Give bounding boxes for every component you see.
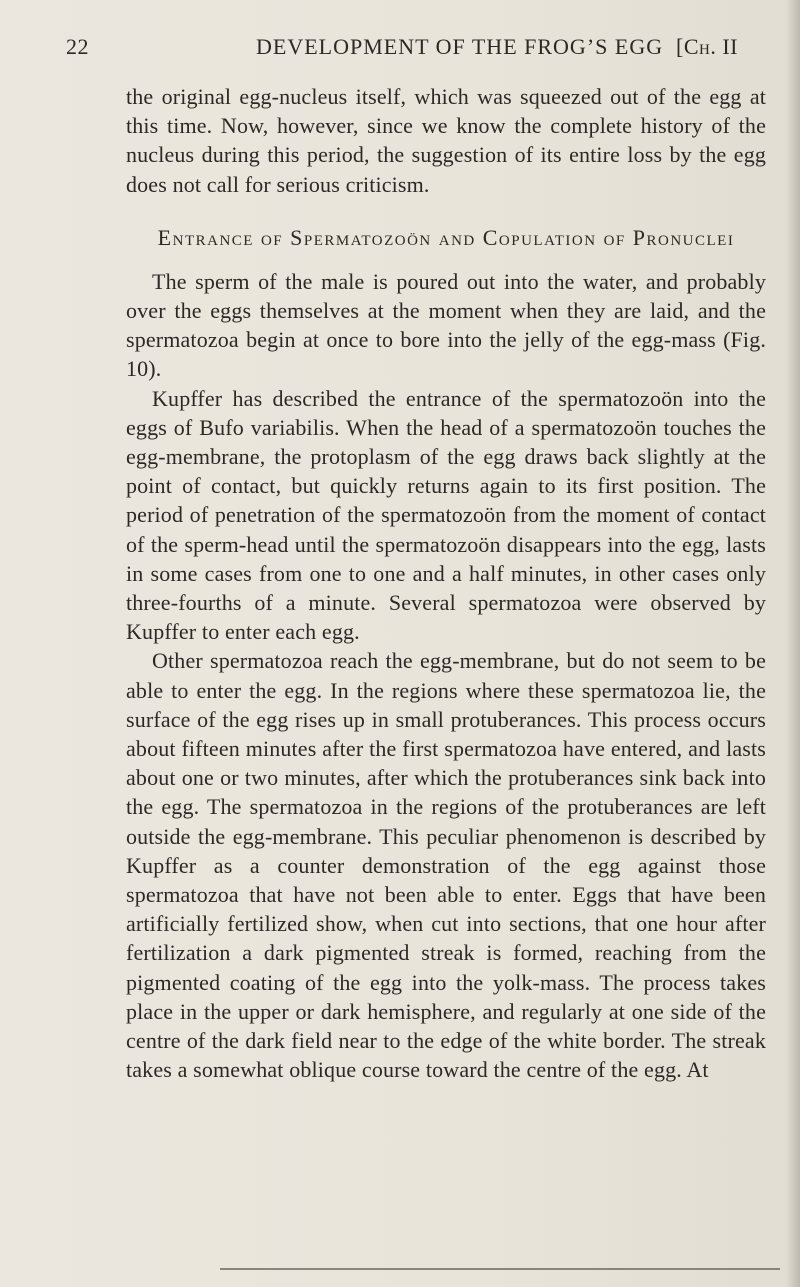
text-block — [126, 82, 766, 1085]
paragraph-continued: the original egg-nucleus itself, which was squeezed out of the egg at this time. Now, however, since we know the complete history of the nucleus during this period, the suggestion of its entire loss by the egg does not call for serious criticism. — [126, 84, 766, 197]
paragraph-protuberances: Other spermatozoa reach the egg-membrane, but do not seem to be able to enter the egg. In the regions where these spermatozoa lie, the surface of the egg rises up in small protuberances. This process occurs about fifteen minutes after the first spermatozoa have entered, and lasts about one or two minutes, after which the protuberances sink back into the egg. The spermatozoa in the regions of the protuberances are left outside the egg-membrane. This peculiar phenomenon is described by Kupffer as a counter demonstration of the egg against those spermatozoa that have not been able to enter. Eggs that have been artificially fertilized show, when cut into sections, that one hour after fertilization a dark pigmented streak is formed, reaching from the pigmented coating of the egg into the yolk-mass. The process takes place in the upper or dark hemisphere, and regularly at one side of the centre of the dark field near to the edge of the white border. The streak takes a somewhat oblique course toward the centre of the egg. At — [126, 648, 766, 1083]
running-title: DEVELOPMENT OF THE FROG’S EGG — [256, 34, 664, 59]
chapter-mark: [Ch. II — [676, 34, 738, 59]
page-number: 22 — [66, 34, 89, 59]
paragraph-kupffer-entrance: Kupffer has described the entrance of the spermatozoön into the eggs of Bufo variabilis. When the head of a spermatozoön touches the egg-membrane, the protoplasm of the egg draws back slightly at the point of contact, but quickly returns again to its first position. The period of penetration of the spermatozoön from the moment of contact of the sperm-head until the spermatozoön disappears into the egg, lasts in some cases from one to one and a half minutes, in other cases only three-fourths of a minute. Several spermatozoa were observed by Kupffer to enter each egg. — [126, 385, 766, 645]
page-edge-shadow — [786, 0, 800, 1287]
bottom-edge-rule — [220, 1268, 780, 1270]
paragraph-sperm-release: The sperm of the male is poured out into the water, and probably over the eggs themselves at the moment when they are laid, and the spermatozoa begin at once to bore into the jelly of the egg-mass (Fig. 10). — [126, 268, 766, 382]
running-head — [66, 34, 766, 68]
section-heading: Entrance of Spermatozoön and Copulation of Pronuclei — [157, 224, 735, 250]
